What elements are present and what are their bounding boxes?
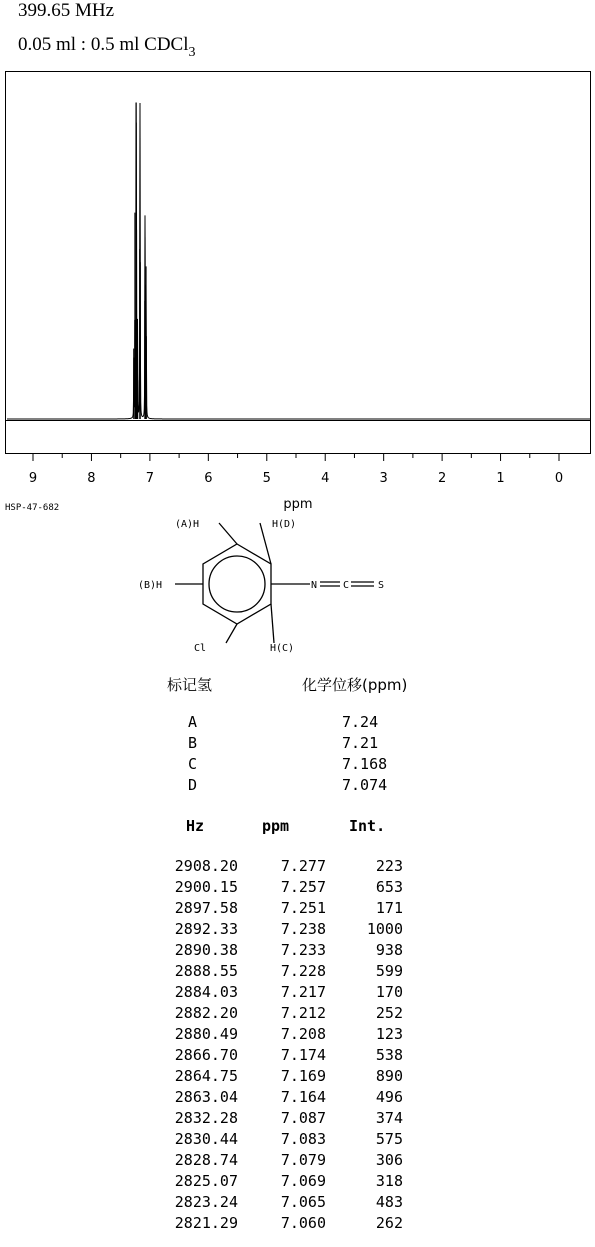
- benzene-ring: [203, 544, 271, 624]
- assignment-label: C: [188, 755, 198, 773]
- x-tick-label-4: 4: [321, 471, 330, 486]
- peak-ppm: 7.212: [280, 1004, 326, 1022]
- peak-ppm: 7.233: [280, 941, 326, 959]
- peak-ppm: 7.257: [280, 878, 326, 896]
- peak-ppm: 7.079: [280, 1151, 326, 1169]
- peak-int: 262: [375, 1214, 403, 1232]
- peak-hz: 2830.44: [174, 1130, 238, 1148]
- assignment-shift: 7.24: [342, 713, 379, 731]
- peak-hz: 2825.07: [174, 1172, 238, 1190]
- peak-ppm: 7.277: [280, 857, 326, 875]
- peak-hz: 2892.33: [174, 920, 238, 938]
- peak-int: 1000: [366, 920, 403, 938]
- peak-hz: 2888.55: [174, 962, 238, 980]
- peak-int: 170: [375, 983, 403, 1001]
- peak-int: 538: [375, 1046, 403, 1064]
- peak-hz: 2884.03: [174, 983, 238, 1001]
- peak-int: 171: [375, 899, 403, 917]
- peak-hz: 2897.58: [174, 899, 238, 917]
- x-tick-label-7: 7: [145, 471, 155, 486]
- x-tick-label-6: 6: [204, 471, 213, 486]
- peak-ppm: 7.164: [280, 1088, 326, 1106]
- peak-hz: 2908.20: [174, 857, 238, 875]
- spectrum-trace: [7, 103, 590, 419]
- assignment-header-label: 标记氢: [167, 676, 213, 694]
- label-cl: Cl: [194, 643, 207, 654]
- peak-ppm: 7.238: [280, 920, 326, 938]
- peak-ppm: 7.087: [280, 1109, 326, 1127]
- peak-int: 374: [375, 1109, 403, 1127]
- x-tick-label-3: 3: [379, 471, 388, 486]
- peak-hz: 2900.15: [174, 878, 238, 896]
- peak-hz: 2823.24: [174, 1193, 238, 1211]
- assignment-label: A: [188, 713, 198, 731]
- peak-header-hz: Hz: [186, 817, 205, 835]
- sample-subscript: 3: [188, 45, 196, 60]
- spectrum-id: HSP-47-682: [5, 503, 60, 513]
- assignment-shift: 7.168: [342, 755, 388, 773]
- label-h-b: (B)H: [138, 580, 163, 591]
- peak-int: 223: [375, 857, 403, 875]
- peak-int: 483: [375, 1193, 403, 1211]
- plot-frame: [6, 72, 591, 454]
- peak-header-int: Int.: [349, 817, 386, 835]
- molecule-structure: [130, 510, 410, 655]
- peak-header-ppm: ppm: [262, 817, 290, 835]
- peak-hz: 2880.49: [174, 1025, 238, 1043]
- peak-int: 599: [375, 962, 403, 980]
- peak-hz: 2832.28: [174, 1109, 238, 1127]
- label-h-c: H(C): [270, 643, 295, 654]
- assignment-label: D: [188, 776, 198, 794]
- peak-hz: 2864.75: [174, 1067, 238, 1085]
- peak-hz: 2882.20: [174, 1004, 238, 1022]
- x-tick-label-8: 8: [87, 471, 96, 486]
- peak-hz: 2828.74: [174, 1151, 238, 1169]
- x-tick-label-0: 0: [554, 471, 564, 486]
- peak-int: 123: [375, 1025, 403, 1043]
- peak-hz: 2821.29: [174, 1214, 238, 1232]
- peak-ppm: 7.228: [280, 962, 326, 980]
- peak-int: 318: [375, 1172, 403, 1190]
- sample-prefix: 0.05 ml : 0.5 ml CDCl: [18, 34, 189, 55]
- assignment-label: B: [188, 734, 198, 752]
- peak-hz: 2866.70: [174, 1046, 238, 1064]
- peak-int: 306: [375, 1151, 403, 1169]
- peak-ppm: 7.169: [280, 1067, 326, 1085]
- peak-int: 575: [375, 1130, 403, 1148]
- atom-n: N: [311, 580, 318, 591]
- x-axis-label: ppm: [283, 497, 313, 512]
- label-h-d: H(D): [272, 519, 297, 530]
- x-tick-label-9: 9: [28, 471, 38, 486]
- peak-hz: 2890.38: [174, 941, 238, 959]
- peak-ppm: 7.060: [280, 1214, 326, 1232]
- peak-hz: 2863.04: [174, 1088, 238, 1106]
- x-axis-tick-labels: [29, 471, 563, 486]
- peak-ppm: 7.251: [280, 899, 326, 917]
- peak-int: 890: [375, 1067, 403, 1085]
- assignment-header-shift: 化学位移(ppm): [302, 676, 408, 694]
- peak-ppm: 7.208: [280, 1025, 326, 1043]
- peak-ppm: 7.065: [280, 1193, 326, 1211]
- peak-ppm: 7.083: [280, 1130, 326, 1148]
- peak-ppm: 7.217: [280, 983, 326, 1001]
- assignment-shift: 7.074: [342, 776, 388, 794]
- x-tick-label-2: 2: [437, 471, 447, 486]
- x-tick-label-1: 1: [496, 471, 505, 486]
- peak-ppm: 7.069: [280, 1172, 326, 1190]
- peak-int: 252: [375, 1004, 403, 1022]
- assignment-shift: 7.21: [342, 734, 379, 752]
- atom-s: S: [378, 580, 385, 591]
- peak-ppm: 7.174: [280, 1046, 326, 1064]
- peak-int: 653: [375, 878, 403, 896]
- spectrometer-frequency: 399.65 MHz: [18, 0, 115, 21]
- nmr-spectrum-chart: [0, 0, 595, 513]
- peak-int: 496: [375, 1088, 403, 1106]
- atom-c: C: [343, 580, 350, 591]
- peak-int: 938: [375, 941, 403, 959]
- label-h-a: (A)H: [175, 519, 200, 530]
- x-axis-ticks: [33, 454, 559, 461]
- x-tick-label-5: 5: [262, 471, 271, 486]
